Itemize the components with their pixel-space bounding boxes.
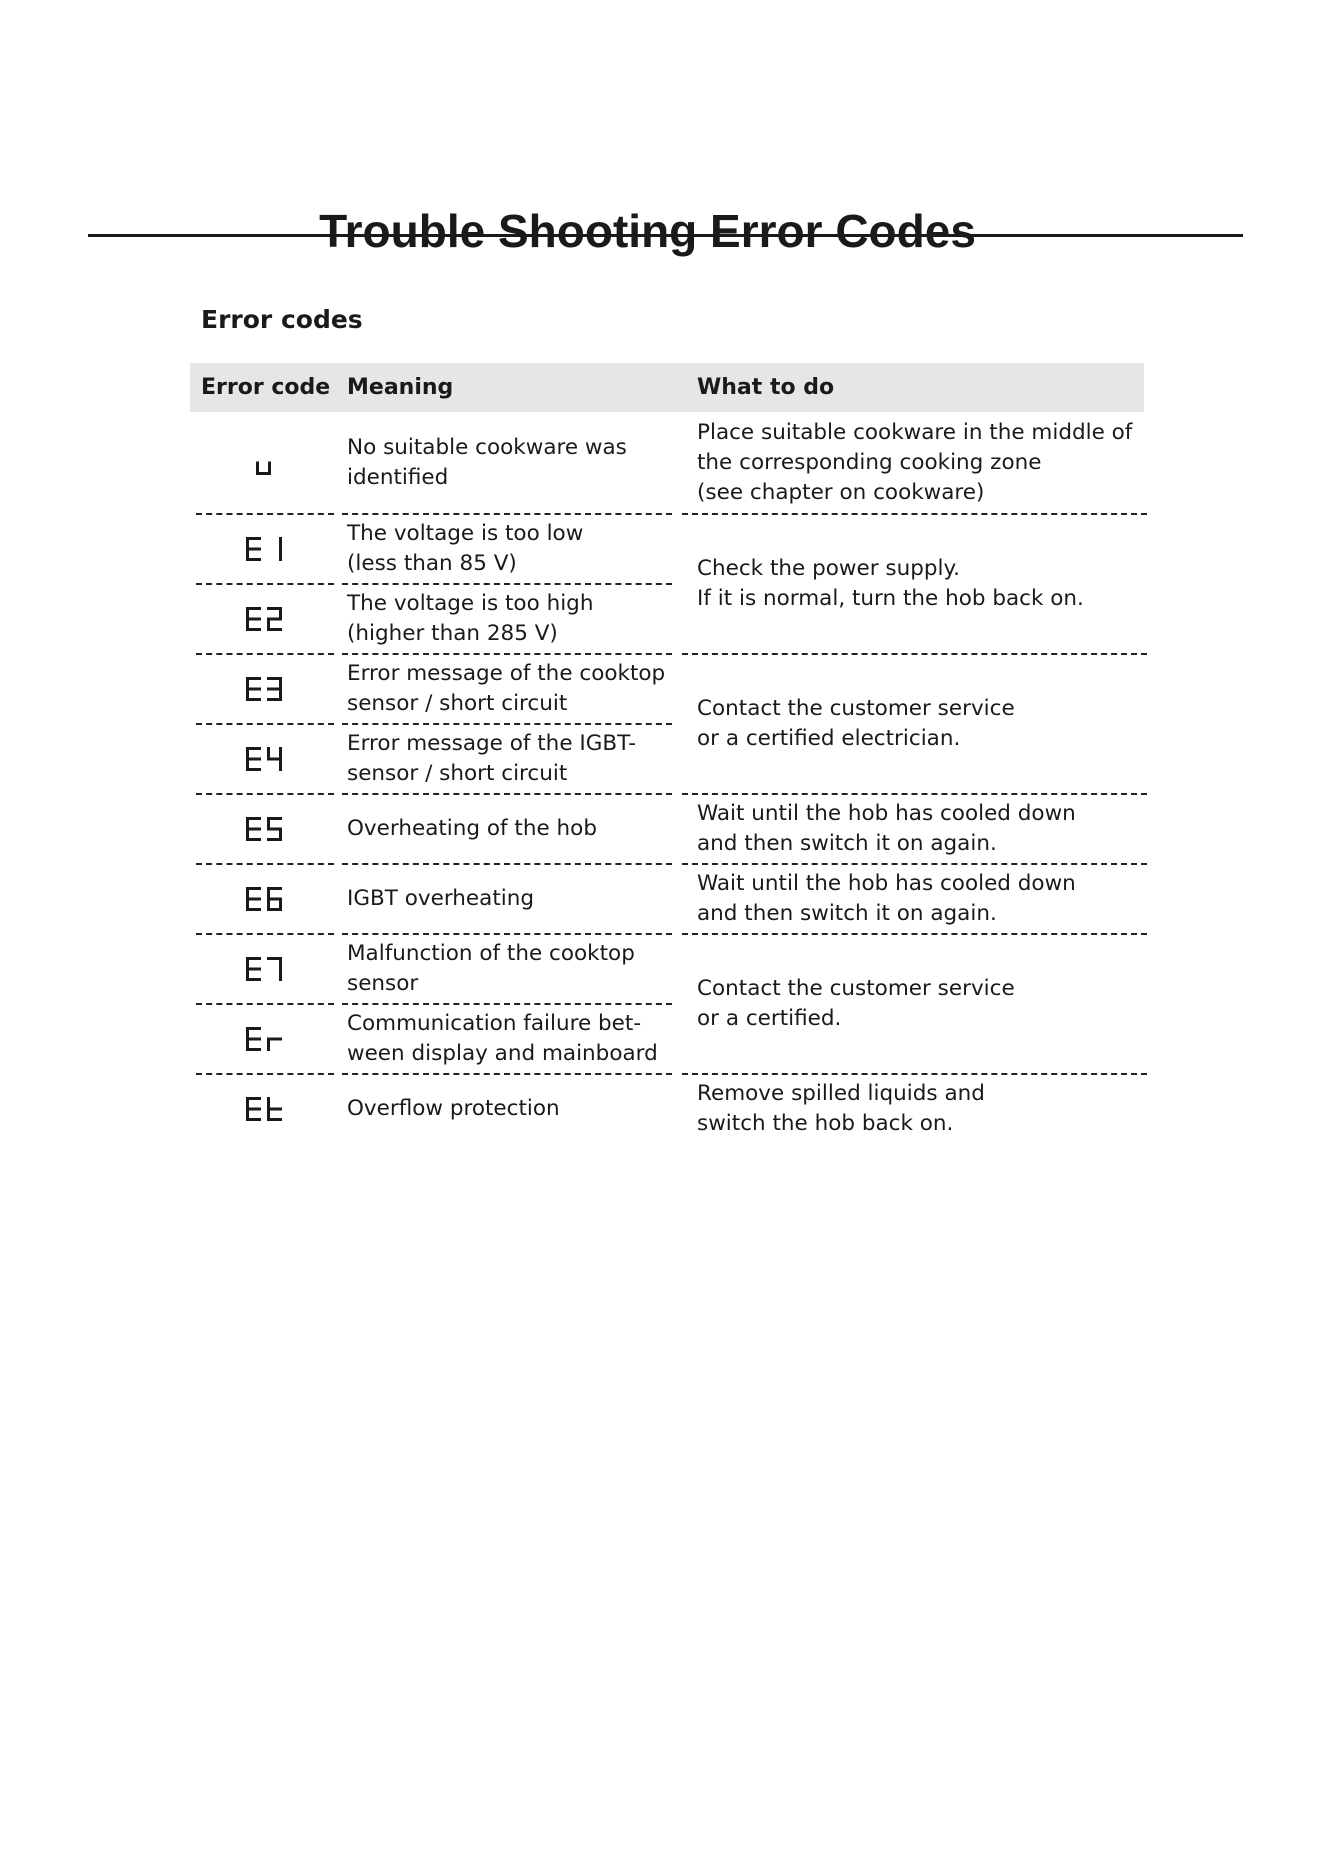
column-header-error-code: Error code <box>201 375 331 400</box>
seven-segment-display-icon <box>256 451 271 475</box>
display-segment-g <box>267 1107 282 1110</box>
what-to-do-cell <box>697 414 1147 512</box>
display-segment-g <box>267 827 282 830</box>
meaning-line: sensor / short circuit <box>347 690 568 716</box>
row-separator-code <box>196 1073 334 1075</box>
row-separator-meaning <box>342 513 672 515</box>
error-code-e5-display <box>196 795 331 862</box>
meaning-line: The voltage is too low <box>347 520 584 546</box>
what-to-do-line: and then switch it on again. <box>697 900 997 926</box>
meaning-line: The voltage is too high <box>347 590 594 616</box>
row-separator-code <box>196 583 334 585</box>
what-to-do-line: Place suitable cookware in the middle of <box>697 420 1133 445</box>
seven-segment-display-icon <box>246 887 282 911</box>
row-separator-what-to-do <box>682 793 1147 795</box>
display-segment-g <box>267 687 282 690</box>
display-segment-c <box>279 547 282 561</box>
meaning-line: identified <box>347 465 449 490</box>
what-to-do-line: Wait until the hob has cooled down <box>697 870 1076 896</box>
row-separator-meaning <box>342 1073 672 1075</box>
what-to-do-line: Check the power supply. <box>697 555 960 581</box>
title-divider <box>88 234 1243 237</box>
error-code-e2-display <box>196 585 331 652</box>
error-code-e1-display <box>196 515 331 582</box>
display-segment-g <box>246 897 261 900</box>
row-separator-what-to-do <box>682 1073 1147 1075</box>
meaning-line: (less than 85 V) <box>347 550 517 576</box>
row-separator-meaning <box>342 583 672 585</box>
display-segment-g <box>267 757 282 760</box>
seven-segment-display-icon <box>246 1027 282 1051</box>
column-header-what-to-do: What to do <box>697 375 835 400</box>
what-to-do-line: Contact the customer service <box>697 695 1015 721</box>
meaning-cell <box>347 795 677 862</box>
seven-segment-display-icon <box>246 537 282 561</box>
display-segment-c <box>279 967 282 981</box>
display-segment-e <box>256 462 259 476</box>
what-to-do-line: the corresponding cooking zone <box>697 450 1042 475</box>
error-code-e7-display <box>196 935 331 1002</box>
display-segment-d <box>267 838 282 841</box>
what-to-do-cell <box>697 865 1147 932</box>
display-segment-g <box>246 617 261 620</box>
meaning-line: Overheating of the hob <box>347 815 597 841</box>
seven-segment-display-icon <box>246 957 282 981</box>
row-separator-what-to-do <box>682 513 1147 515</box>
what-to-do-line: Remove spilled liquids and <box>697 1080 985 1106</box>
row-separator-what-to-do <box>682 653 1147 655</box>
error-code-et-display <box>196 1075 331 1142</box>
meaning-line: Communication failure bet- <box>347 1010 642 1036</box>
seven-segment-display-icon <box>246 677 282 701</box>
meaning-line: Error message of the cooktop <box>347 660 666 686</box>
what-to-do-cell <box>697 655 1147 792</box>
row-separator-meaning <box>342 933 672 935</box>
row-separator-meaning <box>342 793 672 795</box>
display-segment-g <box>246 757 261 760</box>
meaning-cell <box>347 725 677 792</box>
display-segment-g <box>246 827 261 830</box>
meaning-cell <box>347 865 677 932</box>
meaning-line: Overflow protection <box>347 1095 560 1121</box>
error-code-e3-display <box>196 655 331 722</box>
what-to-do-cell <box>697 1075 1147 1142</box>
meaning-line: No suitable cookware was <box>347 435 627 460</box>
what-to-do-line: or a certified. <box>697 1005 842 1031</box>
meaning-cell <box>347 1075 677 1142</box>
display-segment-g <box>267 1037 282 1040</box>
display-segment-g <box>246 1037 261 1040</box>
row-separator-code <box>196 1003 334 1005</box>
what-to-do-line: switch the hob back on. <box>697 1110 954 1136</box>
meaning-line: ween display and mainboard <box>347 1040 658 1066</box>
page-title: Trouble Shooting Error Codes <box>319 204 976 257</box>
error-code-e4-display <box>196 725 331 792</box>
row-separator-meaning <box>342 1003 672 1005</box>
what-to-do-cell <box>697 515 1147 652</box>
row-separator-meaning <box>342 863 672 865</box>
what-to-do-line: or a certified electrician. <box>697 725 961 751</box>
row-separator-code <box>196 723 334 725</box>
row-separator-code <box>196 863 334 865</box>
seven-segment-display-icon <box>246 1097 282 1121</box>
what-to-do-line: and then switch it on again. <box>697 830 997 856</box>
what-to-do-line: (see chapter on cookware) <box>697 480 985 505</box>
seven-segment-display-icon <box>246 607 282 631</box>
meaning-line: sensor / short circuit <box>347 760 568 786</box>
meaning-cell <box>347 1005 677 1072</box>
meaning-line: Malfunction of the cooktop <box>347 940 635 966</box>
row-separator-code <box>196 793 334 795</box>
what-to-do-cell <box>697 795 1147 862</box>
seven-segment-display-icon <box>246 747 282 771</box>
error-code-u-display <box>196 414 331 512</box>
meaning-cell <box>347 935 677 1002</box>
row-separator-meaning <box>342 653 672 655</box>
row-separator-code <box>196 513 334 515</box>
meaning-cell <box>347 655 677 722</box>
meaning-line: (higher than 285 V) <box>347 620 558 646</box>
display-segment-g <box>246 547 261 550</box>
column-header-meaning: Meaning <box>347 375 454 400</box>
error-code-er-display <box>196 1005 331 1072</box>
row-separator-code <box>196 933 334 935</box>
display-segment-g <box>246 687 261 690</box>
display-segment-d <box>267 698 282 701</box>
meaning-line: Error message of the IGBT- <box>347 730 637 756</box>
meaning-cell <box>347 515 677 582</box>
table-header <box>190 363 1144 412</box>
meaning-line: sensor <box>347 970 419 996</box>
row-separator-what-to-do <box>682 933 1147 935</box>
error-code-e6-display <box>196 865 331 932</box>
row-separator-what-to-do <box>682 863 1147 865</box>
display-segment-g <box>246 1107 261 1110</box>
section-heading: Error codes <box>201 305 363 334</box>
display-segment-g <box>267 617 282 620</box>
meaning-cell <box>347 414 677 512</box>
meaning-cell <box>347 585 677 652</box>
what-to-do-line: Contact the customer service <box>697 975 1015 1001</box>
display-segment-g <box>267 897 282 900</box>
seven-segment-display-icon <box>246 817 282 841</box>
row-separator-code <box>196 653 334 655</box>
meaning-line: IGBT overheating <box>347 885 534 911</box>
row-separator-meaning <box>342 723 672 725</box>
what-to-do-cell <box>697 935 1147 1072</box>
what-to-do-line: Wait until the hob has cooled down <box>697 800 1076 826</box>
display-segment-g <box>246 967 261 970</box>
what-to-do-line: If it is normal, turn the hob back on. <box>697 585 1084 611</box>
